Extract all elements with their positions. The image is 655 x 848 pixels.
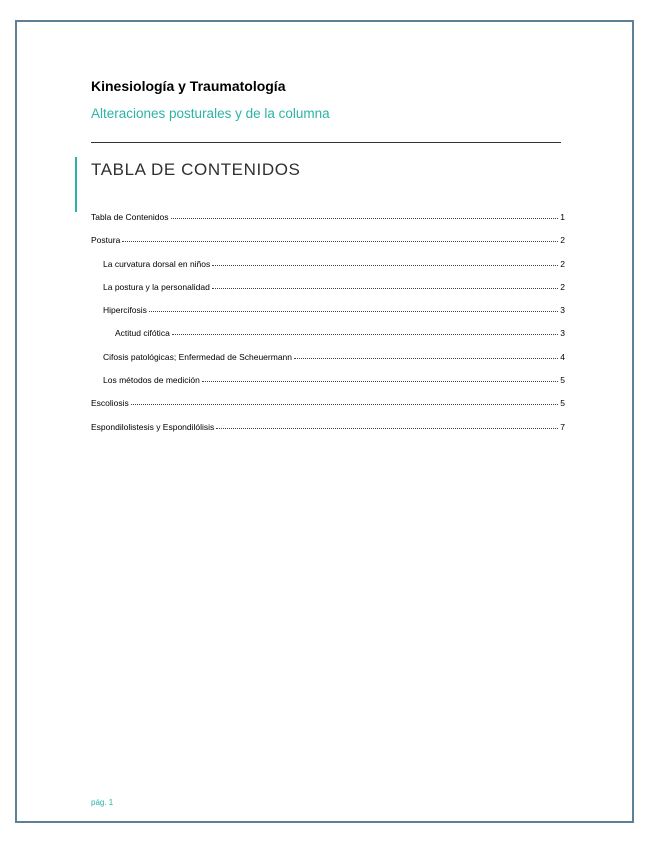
table-of-contents: [91, 212, 565, 445]
toc-entry-title: Postura: [91, 235, 121, 246]
toc-entry[interactable]: [91, 235, 565, 258]
toc-entry[interactable]: [91, 282, 565, 305]
heading-accent-bar: [75, 157, 77, 212]
toc-entry-page: 4: [560, 351, 565, 362]
toc-dot-leader: [171, 218, 559, 219]
toc-dot-leader: [212, 265, 558, 266]
toc-entry-title: Hipercifosis: [103, 305, 147, 316]
toc-entry-page: 3: [560, 328, 565, 339]
toc-entry-page: 2: [560, 258, 565, 269]
toc-entry[interactable]: [91, 212, 565, 235]
toc-dot-leader: [149, 311, 558, 312]
toc-entry-title: Escoliosis: [91, 398, 129, 409]
toc-entry-page: 5: [560, 375, 565, 386]
toc-entry-title: Actitud cifótica: [115, 328, 170, 339]
toc-entry[interactable]: [91, 422, 565, 445]
toc-dot-leader: [122, 241, 558, 242]
document-title: Kinesiología y Traumatología: [91, 78, 286, 94]
footer-page-number: pág. 1: [91, 798, 114, 807]
toc-entry[interactable]: [91, 328, 565, 351]
toc-entry-page: 3: [560, 305, 565, 316]
toc-entry[interactable]: [91, 352, 565, 375]
toc-entry[interactable]: [91, 259, 565, 282]
toc-dot-leader: [294, 358, 558, 359]
toc-dot-leader: [131, 404, 558, 405]
toc-entry[interactable]: [91, 398, 565, 421]
toc-entry-page: 7: [560, 421, 565, 432]
toc-entry-title: Cifosis patológicas; Enfermedad de Scheuermann: [103, 351, 292, 362]
toc-dot-leader: [172, 334, 558, 335]
header-divider: [91, 142, 561, 143]
toc-entry-page: 1: [560, 212, 565, 222]
toc-entry-title: Espondilolistesis y Espondilólisis: [91, 421, 215, 432]
toc-entry-page: 5: [560, 398, 565, 409]
toc-entry-title: La curvatura dorsal en niños: [103, 258, 211, 269]
toc-entry-title: Los métodos de medición: [103, 375, 200, 386]
toc-dot-leader: [216, 428, 558, 429]
toc-dot-leader: [212, 288, 558, 289]
toc-entry-title: Tabla de Contenidos: [91, 212, 169, 222]
toc-entry[interactable]: [91, 305, 565, 328]
document-subtitle: Alteraciones posturales y de la columna: [91, 106, 330, 121]
toc-entry-page: 2: [560, 281, 565, 292]
toc-entry-title: La postura y la personalidad: [103, 281, 210, 292]
toc-heading: TABLA DE CONTENIDOS: [91, 160, 301, 179]
toc-entry-page: 2: [560, 235, 565, 246]
toc-entry[interactable]: [91, 375, 565, 398]
toc-dot-leader: [202, 381, 558, 382]
